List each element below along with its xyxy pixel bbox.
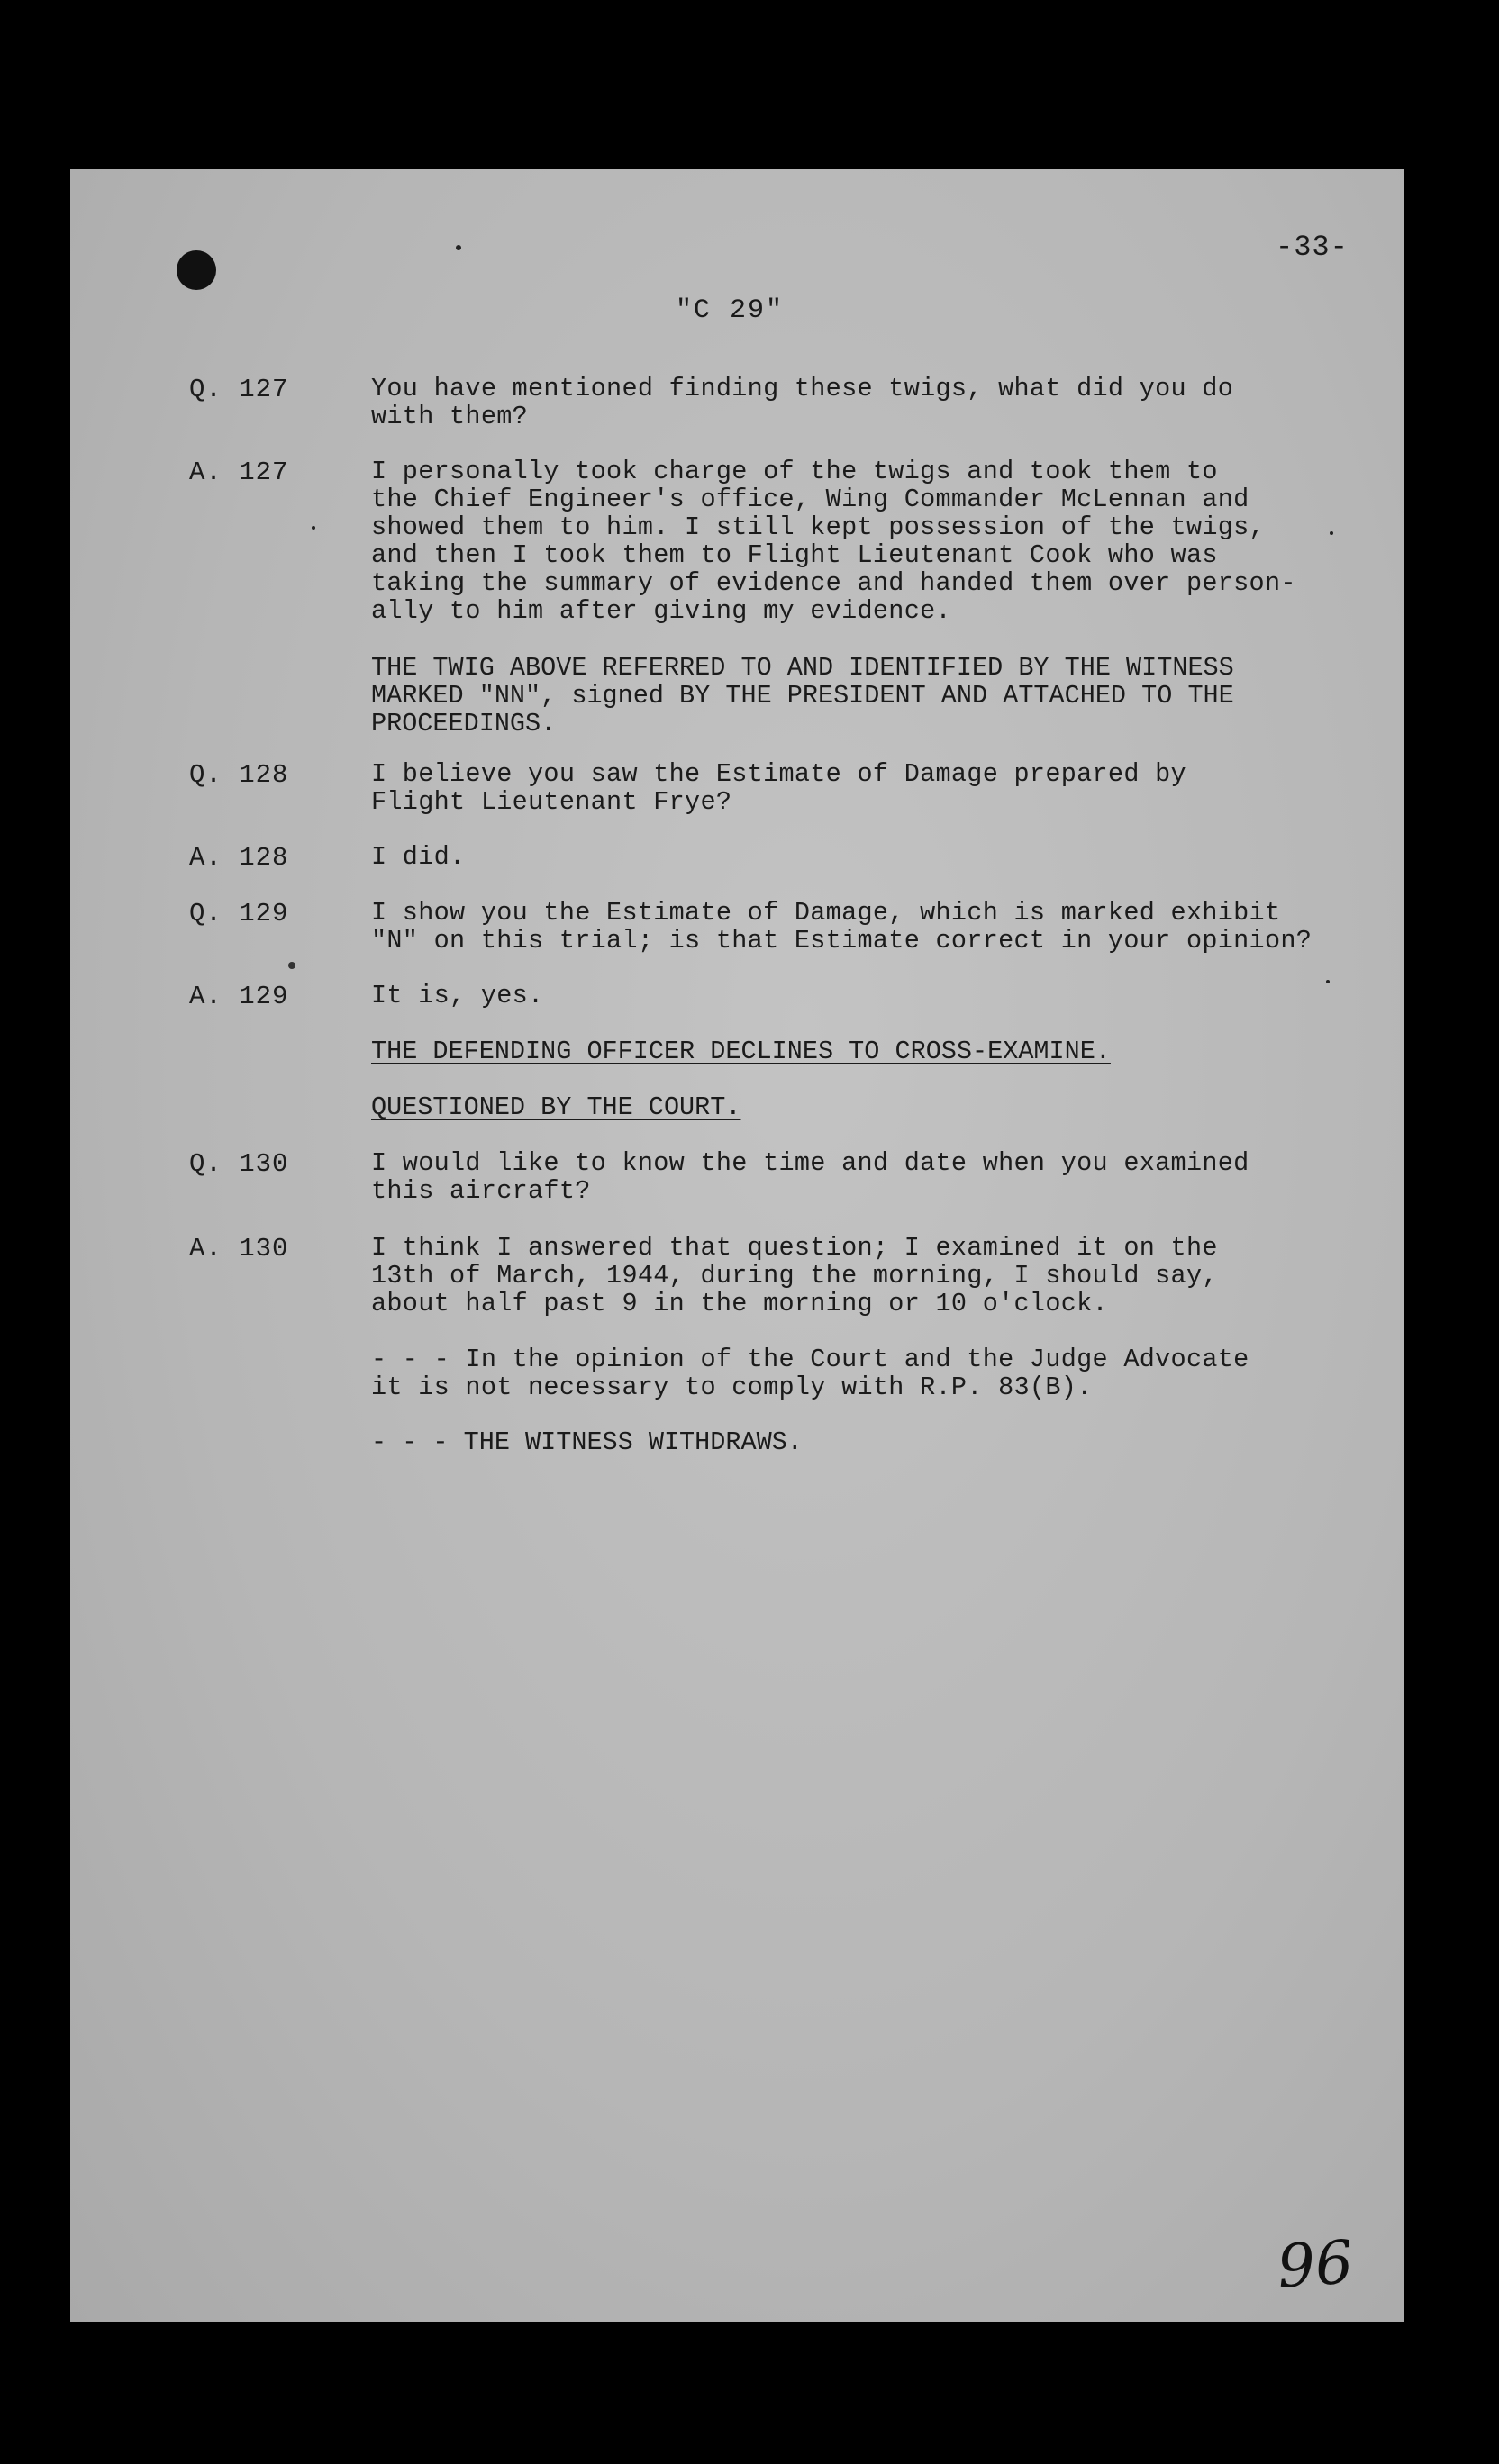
- entry-text: I personally took charge of the twigs and took them to the Chief Engineer's office, Wing Commander McLennan and showed them to him. I still kept possession of the twigs, and then I took them to Flight Lieutenant Cook who was taking the summary of evidence and handed them over person- ally to him after giving my evidence.: [371, 457, 1296, 626]
- exhibit-note: THE TWIG ABOVE REFERRED TO AND IDENTIFIED BY THE WITNESS MARKED "NN", signed BY THE PRESIDENT AND ATTACHED TO THE PROCEEDINGS.: [371, 653, 1234, 738]
- entry-label: A. 130: [189, 1234, 289, 1264]
- entry-label: Q. 130: [189, 1149, 289, 1179]
- punch-hole: [177, 250, 216, 290]
- procedure-note: THE DEFENDING OFFICER DECLINES TO CROSS-EXAMINE.: [371, 1037, 1111, 1066]
- witness-withdraws-note: - - - THE WITNESS WITHDRAWS.: [371, 1427, 803, 1457]
- entry-text: I believe you saw the Estimate of Damage prepared by Flight Lieutenant Frye?: [371, 759, 1186, 817]
- handwritten-folio-number: 96: [1275, 2227, 1356, 2302]
- entry-text: You have mentioned finding these twigs, what did you do with them?: [371, 374, 1234, 431]
- entry-label: A. 127: [189, 457, 289, 487]
- entry-text: It is, yes.: [371, 981, 544, 1010]
- speck: [288, 962, 295, 969]
- document-page: [70, 169, 1404, 2322]
- entry-text: I show you the Estimate of Damage, which is marked exhibit "N" on this trial; is that Estimate correct in your opinion?: [371, 898, 1313, 956]
- entry-label: A. 129: [189, 982, 289, 1011]
- page-number: -33-: [1276, 231, 1349, 264]
- section-heading: QUESTIONED BY THE COURT.: [371, 1092, 741, 1122]
- entry-text: I would like to know the time and date when you examined this aircraft?: [371, 1148, 1249, 1206]
- document-reference: "C 29": [676, 295, 785, 326]
- entry-label: Q. 129: [189, 899, 289, 929]
- entry-label: A. 128: [189, 843, 289, 873]
- court-opinion-note: - - - In the opinion of the Court and the Judge Advocate it is not necessary to comply with R.P. 83(B).: [371, 1345, 1249, 1402]
- entry-text: I did.: [371, 842, 466, 872]
- entry-text: I think I answered that question; I examined it on the 13th of March, 1944, during the morning, I should say, about half past 9 in the morning or 10 o'clock.: [371, 1233, 1218, 1318]
- speck: [312, 526, 315, 530]
- speck: [456, 245, 461, 250]
- entry-label: Q. 128: [189, 760, 289, 790]
- entry-label: Q. 127: [189, 375, 289, 404]
